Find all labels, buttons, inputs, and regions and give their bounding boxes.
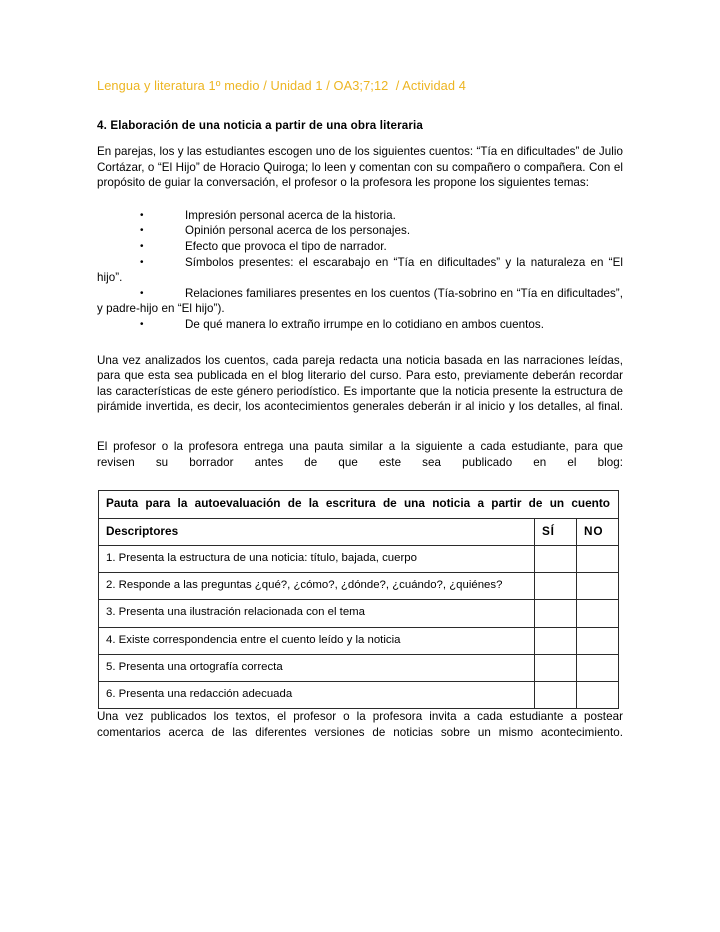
no-checkbox-cell[interactable] <box>577 681 619 708</box>
page-title: 4. Elaboración de una noticia a partir de una obra literaria <box>97 119 423 132</box>
paragraph-after-bullets: Una vez analizados los cuentos, cada pareja redacta una noticia basada en las narraciones leídas, para que esta sea publicada en el blog literario del curso. Para esto, previamente deberán recordar las características de este género periodístico. Es importante que la noticia presente la estructura de pirámide invertida, es decir, los acontecimientos generales deberán ir al inicio y los detalles, al final. <box>97 353 623 414</box>
list-item-label: De qué manera lo extraño irrumpe en lo cotidiano en ambos cuentos. <box>185 317 545 331</box>
list-item <box>97 223 623 239</box>
yes-checkbox-cell[interactable] <box>535 681 577 708</box>
list-item-label: Opinión personal acerca de los personajes. <box>185 224 411 238</box>
table-title-row <box>99 491 619 519</box>
descriptor-cell: 2. Responde a las preguntas ¿qué?, ¿cómo?, ¿dónde?, ¿cuándo?, ¿quiénes? <box>99 573 535 600</box>
no-checkbox-cell[interactable] <box>577 600 619 627</box>
bullet-icon: • <box>140 287 144 299</box>
table-row <box>99 600 619 627</box>
column-header-yes: SÍ <box>535 518 577 545</box>
no-checkbox-cell[interactable] <box>577 545 619 572</box>
list-item <box>97 317 623 333</box>
descriptor-cell: 5. Presenta una ortografía correcta <box>99 654 535 681</box>
intro-paragraph: En parejas, los y las estudiantes escogen uno de los siguientes cuentos: “Tía en dificultades” de Julio Cortázar, o “El Hijo” de Horacio Quiroga; lo leen y comentan con su compañero o compañera. Con el propósito de guiar la conversación, el profesor o la profesora les propone los siguientes temas: <box>97 145 623 190</box>
column-header-no: NO <box>577 518 619 545</box>
bullet-icon: • <box>140 318 144 330</box>
list-item-label: Efecto que provoca el tipo de narrador. <box>185 239 387 253</box>
no-checkbox-cell[interactable] <box>577 573 619 600</box>
bullet-icon: • <box>140 256 144 268</box>
descriptor-cell: 3. Presenta una ilustración relacionada con el tema <box>99 600 535 627</box>
table-row <box>99 545 619 572</box>
table-row <box>99 654 619 681</box>
list-item <box>97 286 623 317</box>
list-item <box>97 208 623 224</box>
spacer <box>97 333 623 353</box>
list-item-label: Relaciones familiares presentes en los cuentos (Tía-sobrino en “Tía en dificultades”, y padre-hijo en “El hijo”). <box>97 286 623 316</box>
document-content <box>97 78 623 740</box>
bullet-icon: • <box>140 225 144 237</box>
list-item-label: Símbolos presentes: el escarabajo en “Tía en dificultades” y la naturaleza en “El hijo”. <box>97 255 623 285</box>
closing-paragraph: Una vez publicados los textos, el profesor o la profesora invita a cada estudiante a postear comentarios acerca de las diferentes versiones de noticias sobre un mismo acontecimiento. <box>97 710 623 739</box>
breadcrumb: Lengua y literatura 1º medio / Unidad 1 / OA3;7;12 / Actividad 4 <box>97 78 466 93</box>
self-assessment-table <box>98 490 619 709</box>
descriptor-cell: 4. Existe correspondencia entre el cuento leído y la noticia <box>99 627 535 654</box>
spacer <box>97 415 623 439</box>
table-row <box>99 627 619 654</box>
no-checkbox-cell[interactable] <box>577 654 619 681</box>
yes-checkbox-cell[interactable] <box>535 600 577 627</box>
table-header-row <box>99 518 619 545</box>
list-item-label: Impresión personal acerca de la historia. <box>185 208 396 222</box>
yes-checkbox-cell[interactable] <box>535 545 577 572</box>
column-header-descriptors: Descriptores <box>99 518 535 545</box>
paragraph-before-table: El profesor o la profesora entrega una pauta similar a la siguiente a cada estudiante, para que revisen su borrador antes de que este sea publicado en el blog: <box>97 439 623 469</box>
yes-checkbox-cell[interactable] <box>535 654 577 681</box>
yes-checkbox-cell[interactable] <box>535 573 577 600</box>
no-checkbox-cell[interactable] <box>577 627 619 654</box>
table-row <box>99 681 619 708</box>
list-item <box>97 239 623 255</box>
table-row <box>99 573 619 600</box>
bullet-icon: • <box>140 209 144 221</box>
descriptor-cell: 1. Presenta la estructura de una noticia: título, bajada, cuerpo <box>99 545 535 572</box>
descriptor-cell: 6. Presenta una redacción adecuada <box>99 681 535 708</box>
bullet-icon: • <box>140 240 144 252</box>
discussion-topics-list <box>97 208 623 333</box>
yes-checkbox-cell[interactable] <box>535 627 577 654</box>
list-item <box>97 255 623 286</box>
table-title: Pauta para la autoevaluación de la escritura de una noticia a partir de un cuento <box>99 491 619 519</box>
